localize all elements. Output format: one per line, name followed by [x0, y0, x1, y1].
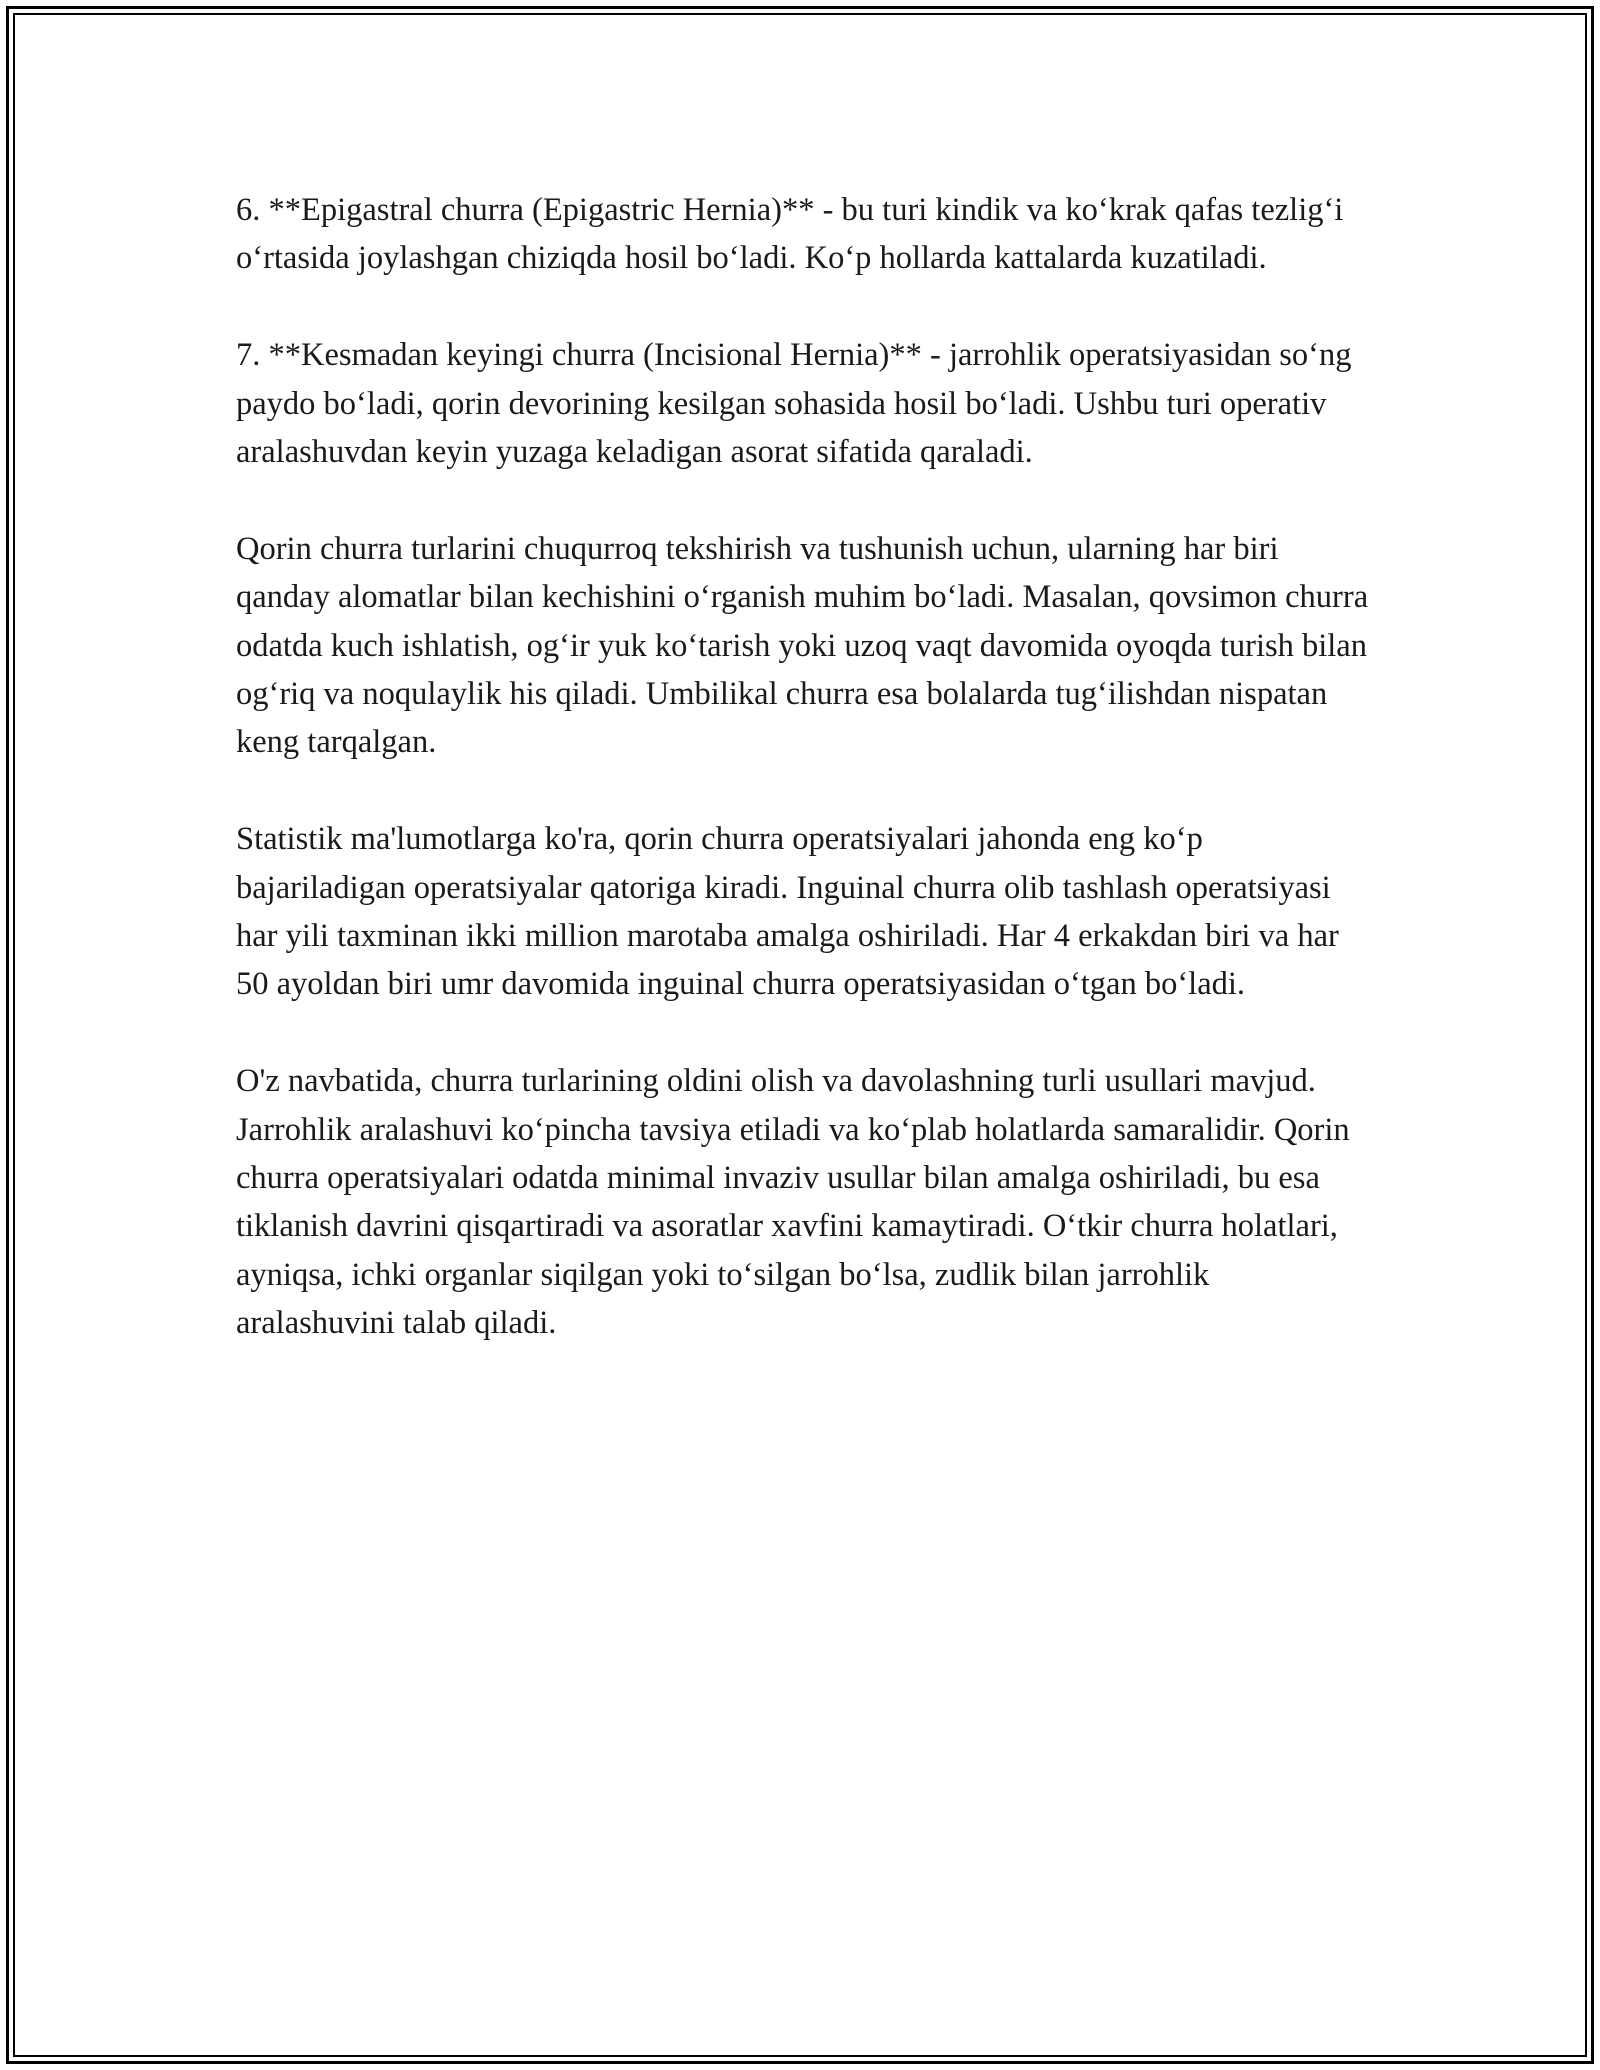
- document-body: [236, 186, 1376, 1396]
- paragraph-statistics: Statistik ma'lumotlarga ko'ra, qorin churra operatsiyalari jahonda eng ko‘p bajariladigan operatsiyalar qatoriga kiradi. Inguinal churra olib tashlash operatsiyasi har yili taxminan ikki million marotaba amalga oshiriladi. Har 4 erkakdan biri va har 50 ayoldan biri umr davomida inguinal churra operatsiyasidan o‘tgan bo‘ladi.: [236, 821, 1339, 1003]
- paragraph-epigastric-hernia: 6. **Epigastral churra (Epigastric Hernia)** - bu turi kindik va ko‘krak qafas tezlig‘i o‘rtasida joylashgan chiziqda hosil bo‘ladi. Ko‘p hollarda kattalarda kuzatiladi.: [236, 192, 1344, 277]
- paragraph-treatment: O'z navbatida, churra turlarining oldini olish va davolashning turli usullari mavjud. Jarrohlik aralashuvi ko‘pincha tavsiya etiladi va ko‘plab holatlarda samaralidir. Qorin churra operatsiyalari odatda minimal invaziv usullar bilan amalga oshiriladi, bu esa tiklanish davrini qisqartiradi va asoratlar xavfini kamaytiradi. O‘tkir churra holatlari, ayniqsa, ichki organlar siqilgan yoki to‘silgan bo‘lsa, zudlik bilan jarrohlik aralashuvini talab qiladi.: [236, 1063, 1350, 1342]
- paragraph-incisional-hernia: 7. **Kesmadan keyingi churra (Incisional Hernia)** - jarrohlik operatsiyasidan so‘ng paydo bo‘ladi, qorin devorining kesilgan sohasida hosil bo‘ladi. Ushbu turi operativ aralashuvdan keyin yuzaga keladigan asorat sifatida qaraladi.: [236, 337, 1352, 471]
- paragraph-symptoms: Qorin churra turlarini chuqurroq tekshirish va tushunish uchun, ularning har biri qanday alomatlar bilan kechishini o‘rganish muhim bo‘ladi. Masalan, qovsimon churra odatda kuch ishlatish, og‘ir yuk ko‘tarish yoki uzoq vaqt davomida oyoqda turish bilan og‘riq va noqulaylik his qiladi. Umbilikal churra esa bolalarda tug‘ilishdan nispatan keng tarqalgan.: [236, 530, 1369, 761]
